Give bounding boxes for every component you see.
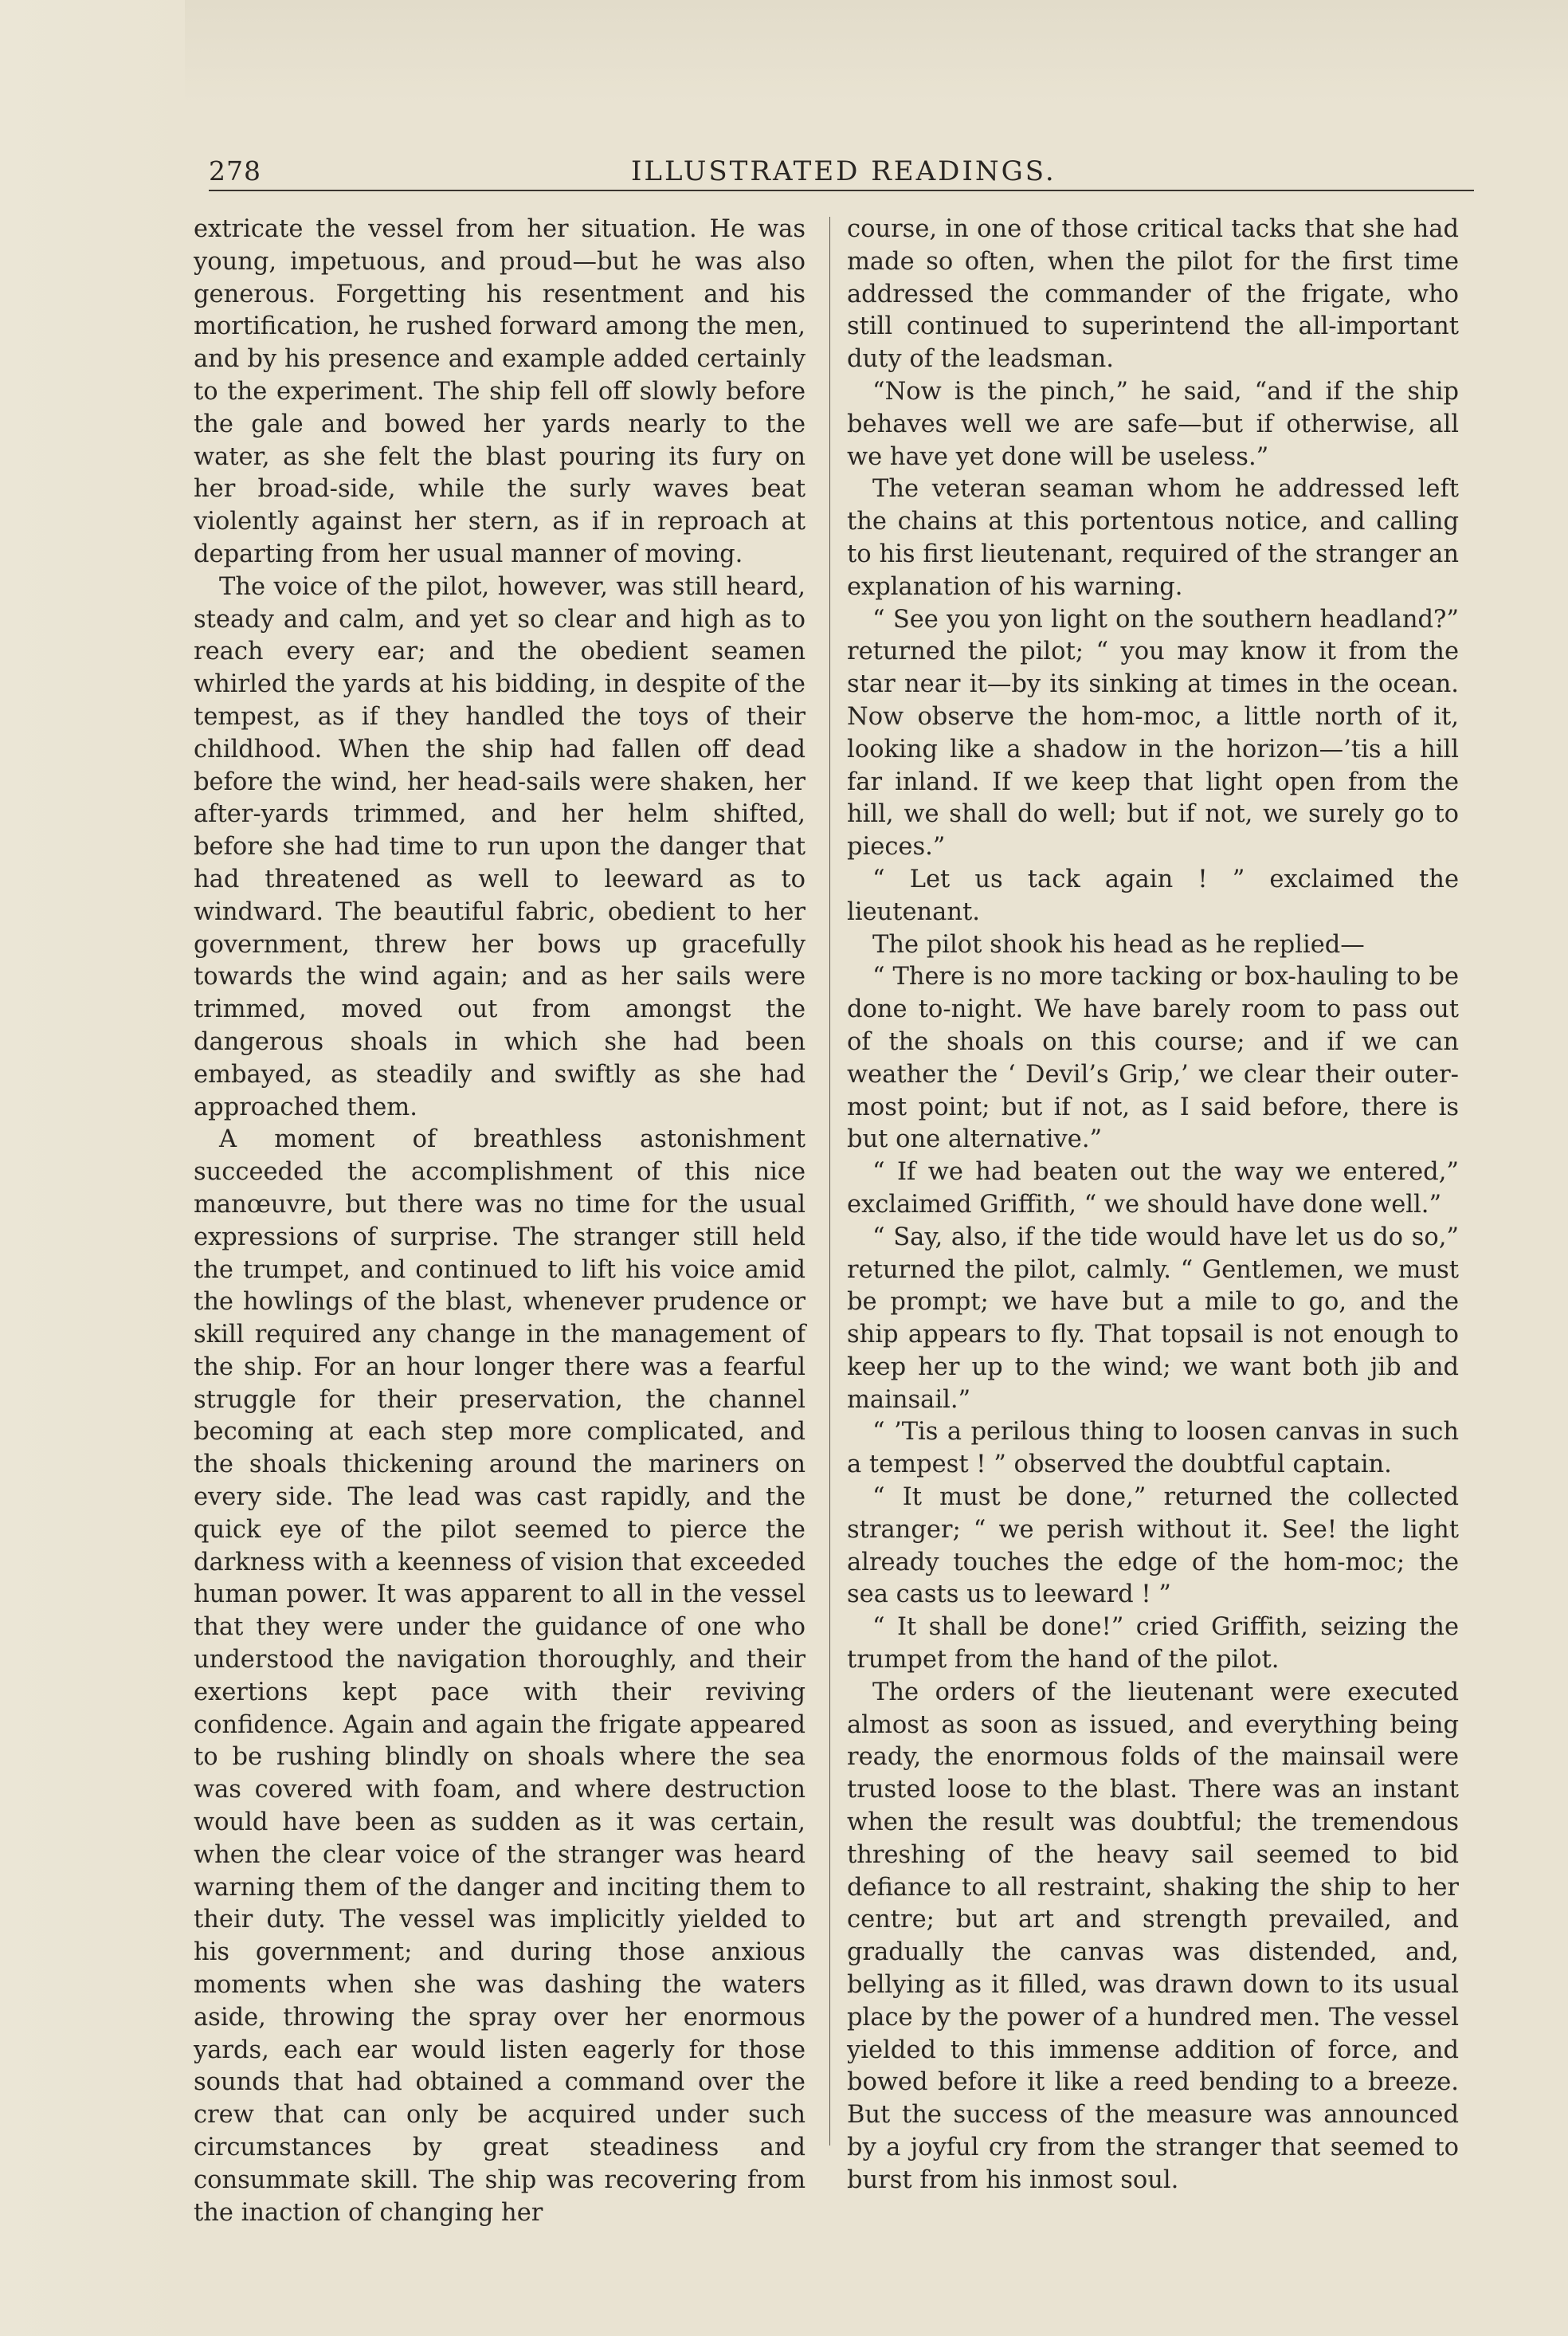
- paragraph: “ ’Tis a perilous thing to loosen canvas in such a tempest ! ” observed the doubtful captain.: [847, 1418, 1459, 1479]
- paragraph: The voice of the pilot, however, was still heard, steady and calm, and yet so clear and high as to reach every ear; and the obedient seamen whirled the yards at his bidding, in despite of the tempest, as if they handled the toys of their childhood. When the ship had fallen off dead before the wind, her head-sails were shaken, her after-yards trimmed, and her helm shifted, before she had time to run upon the danger that had threatened as well to leeward as to windward. The beautiful fabric, obedient to her government, threw her bows up gracefully towards the wind again; and as her sails were trimmed, moved out from amongst the dangerous shoals in which she had been embayed, as steadily and swiftly as she had approached them.: [194, 572, 806, 1121]
- paragraph: “ If we had beaten out the way we entered,” exclaimed Griffith, “ we should have done well.”: [847, 1158, 1459, 1219]
- paragraph: “ Let us tack again ! ” exclaimed the lieutenant.: [847, 865, 1459, 926]
- page-number: 278: [209, 155, 261, 186]
- paragraph: “ There is no more tacking or box-hauling to be done to-night. We have barely room to pass out of the shoals on this course; and if we can weather the ‘ Devil’s Grip,’ we clear their outer-most point; but if not, as I said before, there is but one alternative.”: [847, 963, 1459, 1154]
- right-column: [847, 214, 1459, 2194]
- paragraph: extricate the vessel from her situation. He was young, impetuous, and proud—but he was also generous. Forgetting his resentment and his mortification, he rushed forward among the men, and by his presence and example added certainly to the experiment. The ship fell off slowly before the gale and bowed her yards nearly to the water, as she felt the blast pouring its fury on her broad-side, while the surly waves beat violently against her stern, as if in reproach at departing from her usual manner of moving.: [194, 215, 806, 568]
- page-header: [209, 155, 1474, 194]
- running-title: ILLUSTRATED READINGS.: [631, 155, 1056, 187]
- paragraph: course, in one of those critical tacks that she had made so often, when the pilot for the first time addressed the commander of the frigate, who still continued to superintend the all-important duty of the leadsman.: [847, 215, 1459, 374]
- left-column: [194, 214, 806, 2227]
- scan-margin-top: [0, 0, 1568, 104]
- paragraph: “Now is the pinch,” he said, “and if the ship behaves well we are safe—but if otherwise, all we have yet done will be useless.”: [847, 377, 1459, 471]
- paragraph: “ It must be done,” returned the collected stranger; “ we perish without it. See! the light already touches the edge of the hom-moc; the sea casts us to leeward ! ”: [847, 1483, 1459, 1609]
- paragraph: A moment of breathless astonishment succeeded the accomplishment of this nice manœuvre, but there was no time for the usual expressions of surprise. The stranger still held the trumpet, and continued to lift his voice amid the howlings of the blast, whenever prudence or skill required any change in the management of the ship. For an hour longer there was a fearful struggle for their preservation, the channel becoming at each step more complicated, and the shoals thickening around the mariners on every side. The lead was cast rapidly, and the quick eye of the pilot seemed to pierce the darkness with a keenness of vision that exceeded human power. It was apparent to all in the vessel that they were under the guidance of one who understood the navigation thoroughly, and their exertions kept pace with their reviving confidence. Again and again the frigate appeared to be rushing blindly on shoals where the sea was covered with foam, and where destruction would have been as sudden as it was certain, when the clear voice of the stranger was heard warning them of the danger and inciting them to their duty. The vessel was implicitly yielded to his government; and during those anxious moments when she was dashing the waters aside, throwing the spray over her enormous yards, each ear would listen eagerly for those sounds that had obtained a command over the crew that can only be acquired under such circumstances by great steadiness and consummate skill. The ship was recovering from the inaction of changing her: [194, 1125, 806, 2227]
- paragraph: The orders of the lieutenant were executed almost as soon as issued, and everything being ready, the enormous folds of the mainsail were trusted loose to the blast. There was an instant when the result was doubtful; the tremendous threshing of the heavy sail seemed to bid defiance to all restraint, shaking the ship to her centre; but art and strength prevailed, and gradually the canvas was distended, and, bellying as it filled, was drawn down to its usual place by the power of a hundred men. The vessel yielded to this immense addition of force, and bowed before it like a reed bending to a breeze. But the success of the measure was announced by a joyful cry from the stranger that seemed to burst from his inmost soul.: [847, 1678, 1459, 2194]
- column-divider: [829, 217, 830, 2146]
- paragraph: “ Say, also, if the tide would have let us do so,” returned the pilot, calmly. “ Gentlemen, we must be prompt; we have but a mile to go, and the ship appears to fly. That topsail is not enough to keep her up to the wind; we want both jib and mainsail.”: [847, 1223, 1459, 1414]
- paragraph: “ See you yon light on the southern headland?” returned the pilot; “ you may know it from the star near it—by its sinking at times in the ocean. Now observe the hom-moc, a little north of it, looking like a shadow in the horizon—’tis a hill far inland. If we keep that light open from the hill, we shall do well; but if not, we surely go to pieces.”: [847, 605, 1459, 862]
- header-rule: [209, 190, 1474, 191]
- paragraph: The pilot shook his head as he replied—: [872, 930, 1365, 959]
- paragraph: “ It shall be done!” cried Griffith, seizing the trumpet from the hand of the pilot.: [847, 1613, 1459, 1674]
- paragraph: The veteran seaman whom he addressed left the chains at this portentous notice, and calling to his first lieutenant, required of the stranger an explanation of his warning.: [847, 475, 1459, 601]
- scan-margin-left: [0, 0, 185, 2336]
